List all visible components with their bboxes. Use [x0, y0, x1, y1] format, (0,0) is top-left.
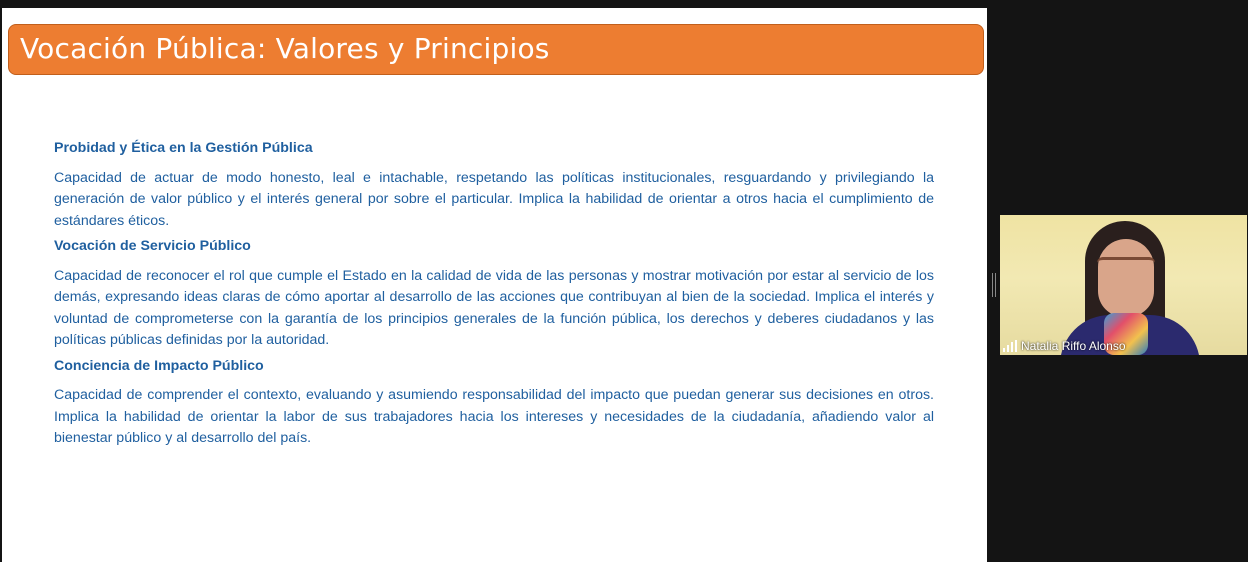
section-body: Capacidad de reconocer el rol que cumple el Estado en la calidad de vida de las personas y mostrar motivación por estar al servicio de los demás, expresando ideas claras de cómo aportar al desarrollo de las acciones que contribuyan al bien de la sociedad. Implica el interés y voluntad de comprometerse con la garantía de los principios generales de la función pública, los derechos y deberes ciudadanos y las políticas públicas definidas por la autoridad.	[54, 267, 934, 348]
signal-bars-icon	[1003, 340, 1017, 352]
section-heading: Vocación de Servicio Público	[54, 238, 251, 254]
participant-video-face	[1098, 239, 1154, 317]
panel-resize-handle[interactable]	[992, 273, 996, 297]
participant-video-glasses	[1097, 257, 1155, 274]
participant-name-bar	[1000, 337, 1247, 355]
section-body: Capacidad de actuar de modo honesto, leal e intachable, respetando las políticas institucionales, resguardando y privilegiando la generación de valor público y el interés general por sobre el particular. Implica la habilidad de orientar a otros hacia el cumplimiento de estándares éticos.	[54, 169, 934, 229]
slide-content	[54, 138, 934, 454]
participant-video-tile[interactable]	[1000, 215, 1247, 355]
participant-name: Natalia Riffo Alonso	[1021, 339, 1126, 353]
section-body: Capacidad de comprender el contexto, evaluando y asumiendo responsabilidad del impacto que puedan generar sus decisiones en otros. Implica la habilidad de orientar la labor de sus trabajadores hacia los intereses y necesidades de la ciudadanía, añadiendo valor al bienestar público y al desarrollo del país.	[54, 387, 934, 446]
slide-title-bar	[8, 24, 984, 75]
section-heading: Conciencia de Impacto Público	[54, 357, 264, 374]
slide-title: Vocación Pública: Valores y Principios	[20, 32, 550, 65]
section-heading: Probidad y Ética en la Gestión Pública	[54, 140, 313, 156]
